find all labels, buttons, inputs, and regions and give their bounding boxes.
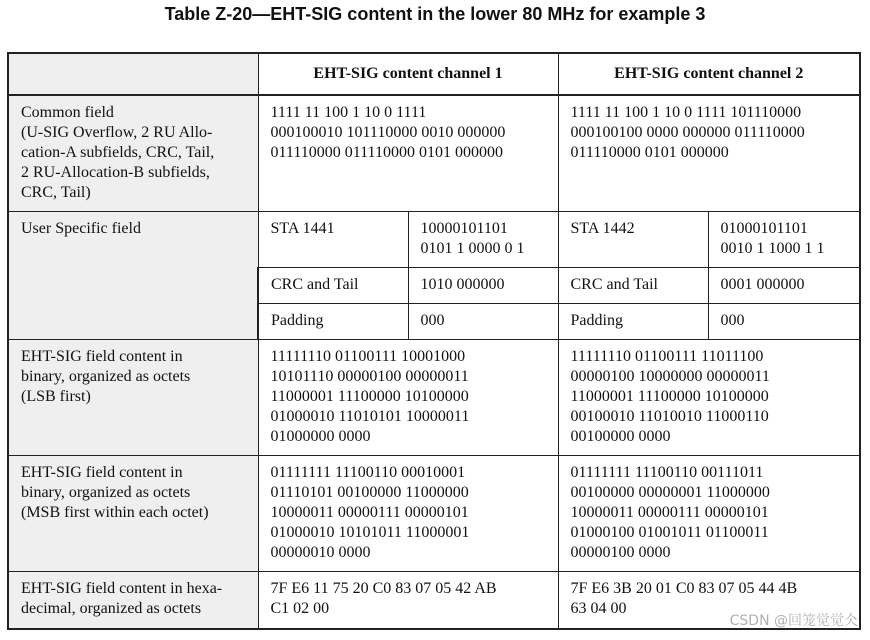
common-field-label: Common field (U-SIG Overflow, 2 RU Allo- cation-A subfields, CRC, Tail, 2 RU-Allocation-B subfields, CRC, Tail) [8,95,258,211]
hex-ch1: 7F E6 11 75 20 C0 83 07 05 42 AB C1 02 00 [258,571,558,629]
header-row [8,53,860,95]
padding-label-ch1: Padding [258,303,408,339]
sta-1441-label: STA 1441 [258,211,408,267]
table-title: Table Z-20—EHT-SIG content in the lower 80 MHz for example 3 [164,4,706,24]
common-field-ch1: 1111 11 100 1 10 0 1111 000100010 101110000 0010 000000 011110000 011110000 0101 000000 [258,95,558,211]
crc-tail-bits-ch2: 0001 000000 [708,267,860,303]
sta-1442-bits: 01000101101 0010 1 1000 1 1 [708,211,860,267]
hex-label: EHT-SIG field content in hexa- decimal, organized as octets [8,571,258,629]
padding-bits-ch2: 000 [708,303,860,339]
hex-ch2: 7F E6 3B 20 01 C0 83 07 05 44 4B 63 04 00 [558,571,860,629]
row-msb-first [8,455,860,571]
header-empty [8,53,258,95]
lsb-label: EHT-SIG field content in binary, organized as octets (LSB first) [8,339,258,455]
crc-tail-label-ch1: CRC and Tail [258,267,408,303]
msb-label: EHT-SIG field content in binary, organized as octets (MSB first within each octet) [8,455,258,571]
crc-tail-bits-ch1: 1010 000000 [408,267,558,303]
row-lsb-first [8,339,860,455]
crc-tail-label-ch2: CRC and Tail [558,267,708,303]
sta-1441-bits: 10000101101 0101 1 0000 0 1 [408,211,558,267]
padding-bits-ch1: 000 [408,303,558,339]
row-common-field [8,95,860,211]
header-channel-2: EHT-SIG content channel 2 [558,53,860,95]
lsb-ch2: 11111110 01100111 11011100 00000100 10000000 00000011 11000001 11100000 10100000 00100010 11010010 11000110 00100000 0000 [558,339,860,455]
msb-ch2: 01111111 11100110 00111011 00100000 00000001 11000000 10000011 00000111 00000101 01000100 01001011 01100011 00000100 0000 [558,455,860,571]
row-user-specific-sta [8,211,860,267]
common-field-ch2: 1111 11 100 1 10 0 1111 101110000 000100100 0000 000000 011110000 011110000 0101 000000 [558,95,860,211]
padding-label-ch2: Padding [558,303,708,339]
user-specific-label: User Specific field [8,211,258,339]
msb-ch1: 01111111 11100110 00010001 01110101 00100000 11000000 10000011 00000111 00000101 01000010 10101011 11000001 00000010 0000 [258,455,558,571]
csdn-watermark: CSDN @回笼觉觉仌 [729,613,858,629]
sta-1442-label: STA 1442 [558,211,708,267]
eht-sig-table [7,52,861,630]
header-channel-1: EHT-SIG content channel 1 [258,53,558,95]
lsb-ch1: 11111110 01100111 10001000 10101110 00000100 00000011 11000001 11100000 10100000 01000010 11010101 10000011 01000000 0000 [258,339,558,455]
